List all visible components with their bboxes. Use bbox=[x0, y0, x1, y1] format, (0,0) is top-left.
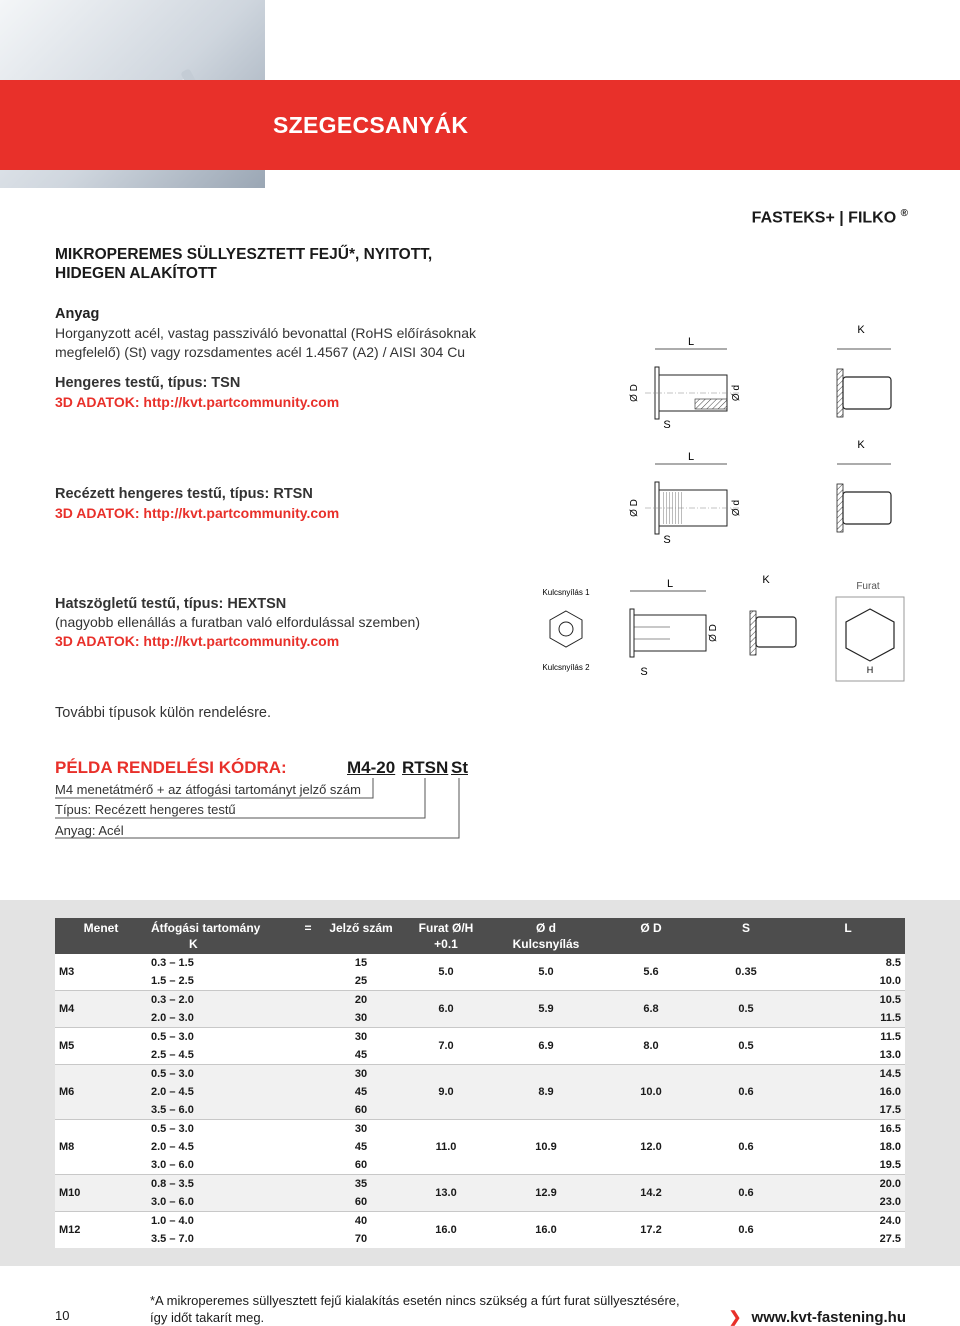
material-text-2: megfelelő) (St) vagy rozsdamentes acél 1.4567 (A2) / AISI 304 Cu bbox=[55, 344, 466, 360]
cell-jelzo: 20 bbox=[321, 991, 401, 1009]
cell-jelzo: 30 bbox=[321, 1064, 401, 1082]
col-L: L bbox=[791, 918, 905, 954]
material-label: Anyag bbox=[55, 306, 100, 322]
cell-atfogasi: 1.0 – 4.0 bbox=[147, 1211, 295, 1229]
cell-L: 18.0 bbox=[791, 1138, 905, 1156]
dim-K: K bbox=[762, 575, 770, 586]
dim-L: L bbox=[687, 336, 695, 348]
cell-L: 17.5 bbox=[791, 1101, 905, 1119]
cell-jelzo: 60 bbox=[321, 1101, 401, 1119]
website-link[interactable]: www.kvt-fastening.hu bbox=[751, 1309, 906, 1326]
cell-d: 6.9 bbox=[491, 1028, 601, 1065]
cell-furat: 9.0 bbox=[401, 1064, 491, 1119]
cell-L: 24.0 bbox=[791, 1211, 905, 1229]
kulcs2-label: Kulcsnyílás 2 bbox=[542, 663, 590, 672]
cell-eq bbox=[295, 1175, 321, 1193]
cell-d: 10.9 bbox=[491, 1120, 601, 1175]
cell-menet: M8 bbox=[55, 1120, 147, 1175]
cell-L: 10.0 bbox=[791, 972, 905, 990]
plate-hatch bbox=[837, 484, 843, 532]
cell-jelzo: 40 bbox=[321, 1211, 401, 1229]
cell-atfogasi: 2.5 – 4.5 bbox=[147, 1046, 295, 1064]
cell-eq bbox=[295, 1156, 321, 1174]
product-title bbox=[55, 245, 432, 283]
section-subtitle: (nagyobb ellenállás a furatban való elfordulással szemben) bbox=[55, 614, 420, 630]
cell-menet: M6 bbox=[55, 1064, 147, 1119]
table-row bbox=[55, 1064, 905, 1082]
cell-L: 20.0 bbox=[791, 1175, 905, 1193]
col-furat-tol: +0.1 bbox=[434, 937, 458, 951]
example-line-1: M4 menetátmérő + az átfogási tartományt jelző szám bbox=[55, 782, 361, 797]
cell-D: 6.8 bbox=[601, 991, 701, 1028]
brand-text: FASTEKS+ | FILKO bbox=[751, 209, 897, 227]
col-menet: Menet bbox=[55, 918, 147, 954]
cell-atfogasi: 2.0 – 3.0 bbox=[147, 1009, 295, 1027]
cell-L: 19.5 bbox=[791, 1156, 905, 1174]
cell-atfogasi: 0.5 – 3.0 bbox=[147, 1064, 295, 1082]
table-row bbox=[55, 991, 905, 1009]
tsn-drawing bbox=[615, 325, 925, 437]
section-tsn bbox=[55, 375, 339, 410]
section-title: Recézett hengeres testű, típus: RTSN bbox=[55, 486, 313, 502]
section-rtsn bbox=[55, 486, 339, 521]
installed-body bbox=[843, 492, 891, 524]
cell-atfogasi: 0.5 – 3.0 bbox=[147, 1028, 295, 1046]
footnote-line2: így időt takarít meg. bbox=[150, 1310, 265, 1325]
cell-menet: M12 bbox=[55, 1211, 147, 1248]
cell-jelzo: 35 bbox=[321, 1175, 401, 1193]
cell-atfogasi: 2.0 – 4.5 bbox=[147, 1138, 295, 1156]
spec-table bbox=[55, 918, 905, 1248]
example-code-size: M4-20 bbox=[347, 758, 396, 777]
col-S: S bbox=[701, 918, 791, 954]
cell-furat: 11.0 bbox=[401, 1120, 491, 1175]
table-row bbox=[55, 1211, 905, 1229]
dim-D: Ø D bbox=[708, 624, 719, 642]
spec-table-area bbox=[0, 900, 960, 1266]
cell-furat: 5.0 bbox=[401, 954, 491, 991]
material-block bbox=[55, 305, 476, 362]
brand-label bbox=[752, 208, 908, 227]
cell-eq bbox=[295, 972, 321, 990]
cell-atfogasi: 1.5 – 2.5 bbox=[147, 972, 295, 990]
cell-eq bbox=[295, 1211, 321, 1229]
rtsn-drawing bbox=[615, 440, 925, 552]
col-atfogasi bbox=[147, 918, 295, 954]
col-D: Ø D bbox=[601, 918, 701, 954]
cell-D: 14.2 bbox=[601, 1175, 701, 1212]
cell-jelzo: 25 bbox=[321, 972, 401, 990]
furat-label: Furat bbox=[856, 581, 880, 592]
dim-S: S bbox=[663, 534, 671, 546]
col-d-sub: Kulcsnyílás bbox=[512, 937, 580, 951]
dim-S: S bbox=[663, 419, 671, 431]
cell-eq bbox=[295, 1230, 321, 1248]
plate-hatch bbox=[750, 611, 756, 655]
col-eq: = bbox=[295, 918, 321, 954]
table-row bbox=[55, 1028, 905, 1046]
cell-S: 0.5 bbox=[701, 1028, 791, 1065]
col-jelzo: Jelző szám bbox=[321, 918, 401, 954]
cell-S: 0.5 bbox=[701, 991, 791, 1028]
cell-L: 14.5 bbox=[791, 1064, 905, 1082]
cell-L: 8.5 bbox=[791, 954, 905, 972]
cell-L: 16.5 bbox=[791, 1120, 905, 1138]
cell-furat: 16.0 bbox=[401, 1211, 491, 1248]
cell-jelzo: 15 bbox=[321, 954, 401, 972]
cell-atfogasi: 0.8 – 3.5 bbox=[147, 1175, 295, 1193]
cell-L: 11.5 bbox=[791, 1028, 905, 1046]
plate-hatch bbox=[837, 369, 843, 417]
3d-data-link[interactable]: http://kvt.partcommunity.com bbox=[143, 394, 340, 410]
col-furat bbox=[401, 918, 491, 954]
cell-menet: M4 bbox=[55, 991, 147, 1028]
cell-furat: 7.0 bbox=[401, 1028, 491, 1065]
cell-d: 8.9 bbox=[491, 1064, 601, 1119]
product-title-line2: HIDEGEN ALAKÍTOTT bbox=[55, 265, 217, 282]
cell-d: 12.9 bbox=[491, 1175, 601, 1212]
cell-atfogasi: 3.0 – 6.0 bbox=[147, 1193, 295, 1211]
cell-d: 5.0 bbox=[491, 954, 601, 991]
section-title: Hatszögletű testű, típus: HEXTSN bbox=[55, 596, 287, 612]
example-title: PÉLDA RENDELÉSI KÓDRA: bbox=[55, 758, 287, 777]
dim-K: K bbox=[857, 325, 865, 336]
cell-eq bbox=[295, 1083, 321, 1101]
chevron-right-icon: ❯ bbox=[728, 1309, 742, 1326]
page-title: SZEGECSANYÁK bbox=[273, 112, 469, 138]
page-number: 10 bbox=[55, 1308, 70, 1323]
cell-d: 5.9 bbox=[491, 991, 601, 1028]
tsn-thread bbox=[695, 399, 727, 409]
3d-data-line bbox=[55, 394, 339, 410]
table-header-row bbox=[55, 918, 905, 954]
3d-data-label: 3D ADATOK: bbox=[55, 505, 140, 521]
header-band bbox=[0, 80, 960, 170]
cell-atfogasi: 0.3 – 1.5 bbox=[147, 954, 295, 972]
cell-D: 17.2 bbox=[601, 1211, 701, 1248]
3d-data-link[interactable]: http://kvt.partcommunity.com bbox=[143, 633, 340, 649]
cell-S: 0.6 bbox=[701, 1175, 791, 1212]
cell-L: 23.0 bbox=[791, 1193, 905, 1211]
cell-S: 0.6 bbox=[701, 1064, 791, 1119]
product-title-line1: MIKROPEREMES SÜLLYESZTETT FEJŰ*, NYITOTT, bbox=[55, 246, 433, 263]
cell-D: 8.0 bbox=[601, 1028, 701, 1065]
3d-data-label: 3D ADATOK: bbox=[55, 633, 140, 649]
cell-menet: M5 bbox=[55, 1028, 147, 1065]
example-line-3: Anyag: Acél bbox=[55, 823, 124, 838]
cell-menet: M10 bbox=[55, 1175, 147, 1212]
cell-jelzo: 30 bbox=[321, 1009, 401, 1027]
cell-eq bbox=[295, 1193, 321, 1211]
cell-eq bbox=[295, 1064, 321, 1082]
cell-eq bbox=[295, 954, 321, 972]
cell-eq bbox=[295, 1046, 321, 1064]
dim-d: Ø d bbox=[731, 499, 742, 517]
table-row bbox=[55, 1120, 905, 1138]
cell-eq bbox=[295, 991, 321, 1009]
footnote bbox=[150, 1292, 680, 1326]
example-code-material: St bbox=[451, 758, 468, 777]
col-k-label: K bbox=[189, 937, 198, 951]
cell-menet: M3 bbox=[55, 954, 147, 991]
dim-d: Ø d bbox=[731, 384, 742, 402]
more-types-note: További típusok külön rendelésre. bbox=[55, 705, 272, 721]
3d-data-line bbox=[55, 505, 339, 521]
cell-eq bbox=[295, 1138, 321, 1156]
hex-hole bbox=[559, 622, 573, 636]
cell-furat: 6.0 bbox=[401, 991, 491, 1028]
cell-eq bbox=[295, 1120, 321, 1138]
section-hextsn bbox=[55, 596, 420, 649]
installed-body bbox=[756, 617, 796, 647]
dim-L: L bbox=[666, 578, 674, 590]
material-text-1: Horganyzott acél, vastag passziváló bevonattal (RoHS előírásoknak bbox=[55, 325, 476, 341]
cell-S: 0.6 bbox=[701, 1211, 791, 1248]
cell-atfogasi: 3.0 – 6.0 bbox=[147, 1156, 295, 1174]
dim-H: H bbox=[866, 665, 874, 675]
registered-mark: ® bbox=[900, 208, 908, 219]
dim-K: K bbox=[857, 440, 865, 451]
cell-jelzo: 60 bbox=[321, 1193, 401, 1211]
cell-atfogasi: 3.5 – 7.0 bbox=[147, 1230, 295, 1248]
footnote-line1: *A mikroperemes süllyesztett fejű kialakítás esetén nincs szükség a fúrt furat süllyesztésére, bbox=[150, 1293, 680, 1308]
cell-L: 10.5 bbox=[791, 991, 905, 1009]
hex-body bbox=[634, 615, 706, 651]
cell-jelzo: 30 bbox=[321, 1120, 401, 1138]
cell-L: 16.0 bbox=[791, 1083, 905, 1101]
table-body bbox=[55, 954, 905, 1248]
cell-atfogasi: 2.0 – 4.5 bbox=[147, 1083, 295, 1101]
table-row bbox=[55, 1175, 905, 1193]
cell-atfogasi: 0.3 – 2.0 bbox=[147, 991, 295, 1009]
cell-jelzo: 30 bbox=[321, 1028, 401, 1046]
cell-L: 11.5 bbox=[791, 1009, 905, 1027]
section-title: Hengeres testű, típus: TSN bbox=[55, 375, 241, 391]
cell-S: 0.6 bbox=[701, 1120, 791, 1175]
cell-jelzo: 45 bbox=[321, 1138, 401, 1156]
installed-body bbox=[843, 377, 891, 409]
table-row bbox=[55, 954, 905, 972]
col-d bbox=[491, 918, 601, 954]
dim-D: Ø D bbox=[629, 384, 640, 402]
cell-atfogasi: 3.5 – 6.0 bbox=[147, 1101, 295, 1119]
example-code-type: RTSN bbox=[402, 758, 449, 777]
cell-S: 0.35 bbox=[701, 954, 791, 991]
cell-D: 5.6 bbox=[601, 954, 701, 991]
example-line-2: Típus: Recézett hengeres testű bbox=[55, 802, 236, 817]
cell-atfogasi: 0.5 – 3.0 bbox=[147, 1120, 295, 1138]
col-d-label: Ø d bbox=[536, 921, 556, 935]
cell-eq bbox=[295, 1009, 321, 1027]
cell-eq bbox=[295, 1028, 321, 1046]
hextsn-drawing bbox=[540, 575, 920, 687]
cell-L: 27.5 bbox=[791, 1230, 905, 1248]
col-furat-label: Furat Ø/H bbox=[418, 921, 474, 935]
cell-L: 13.0 bbox=[791, 1046, 905, 1064]
3d-data-label: 3D ADATOK: bbox=[55, 394, 140, 410]
dim-S: S bbox=[640, 666, 648, 678]
cell-d: 16.0 bbox=[491, 1211, 601, 1248]
cell-jelzo: 70 bbox=[321, 1230, 401, 1248]
cell-D: 12.0 bbox=[601, 1120, 701, 1175]
dim-D: Ø D bbox=[629, 499, 640, 517]
cell-furat: 13.0 bbox=[401, 1175, 491, 1212]
kulcs1-label: Kulcsnyílás 1 bbox=[542, 588, 590, 597]
cell-jelzo: 45 bbox=[321, 1046, 401, 1064]
col-atfogasi-label: Átfogási tartomány bbox=[151, 921, 261, 935]
cell-eq bbox=[295, 1101, 321, 1119]
hex-flange bbox=[630, 609, 634, 657]
cell-jelzo: 60 bbox=[321, 1156, 401, 1174]
3d-data-link[interactable]: http://kvt.partcommunity.com bbox=[143, 505, 340, 521]
website bbox=[729, 1308, 906, 1326]
cell-D: 10.0 bbox=[601, 1064, 701, 1119]
dim-L: L bbox=[687, 451, 695, 463]
cell-jelzo: 45 bbox=[321, 1083, 401, 1101]
3d-data-line bbox=[55, 633, 420, 649]
